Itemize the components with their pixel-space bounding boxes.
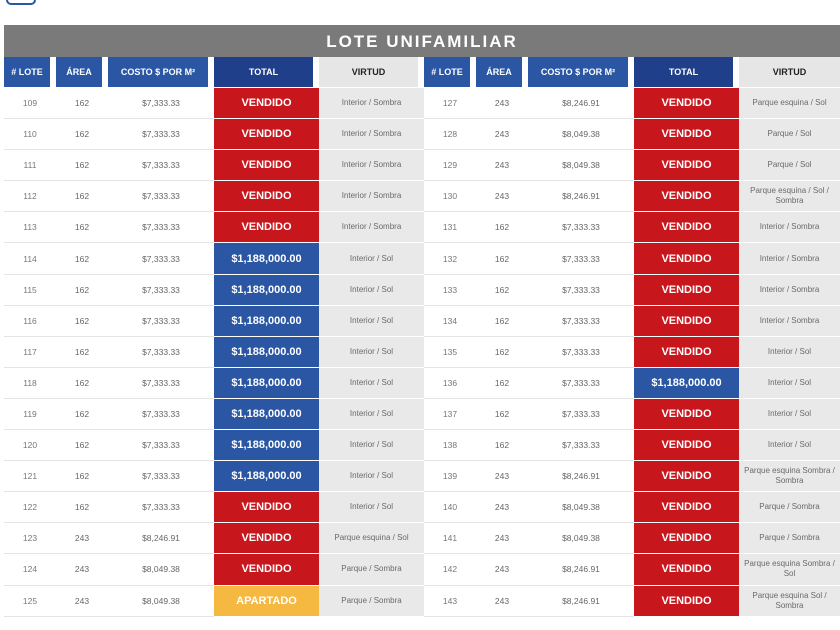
total-status-cell: VENDIDO bbox=[634, 181, 739, 212]
area-cell: 243 bbox=[56, 523, 108, 554]
area-cell: 162 bbox=[56, 88, 108, 119]
area-cell: 243 bbox=[476, 492, 528, 523]
area-cell: 162 bbox=[476, 243, 528, 274]
lot-number-cell: 110 bbox=[4, 119, 56, 150]
total-status-cell: VENDIDO bbox=[634, 119, 739, 150]
virtud-cell: Parque / Sombra bbox=[739, 492, 840, 523]
area-cell: 162 bbox=[56, 399, 108, 430]
cost-per-m2-cell: $7,333.33 bbox=[528, 337, 634, 368]
virtud-cell: Interior / Sombra bbox=[739, 212, 840, 243]
area-cell: 243 bbox=[476, 586, 528, 617]
area-cell: 243 bbox=[476, 119, 528, 150]
total-status-cell: VENDIDO bbox=[214, 119, 319, 150]
total-status-cell: $1,188,000.00 bbox=[214, 461, 319, 492]
cost-per-m2-cell: $7,333.33 bbox=[528, 243, 634, 274]
virtud-cell: Interior / Sol bbox=[739, 368, 840, 399]
table-row bbox=[4, 212, 840, 243]
lot-number-cell: 131 bbox=[424, 212, 476, 243]
total-status-cell: VENDIDO bbox=[634, 430, 739, 461]
cost-per-m2-cell: $7,333.33 bbox=[108, 306, 214, 337]
virtud-cell: Interior / Sol bbox=[319, 399, 424, 430]
virtud-cell: Interior / Sol bbox=[319, 275, 424, 306]
table-row bbox=[4, 461, 840, 492]
area-cell: 243 bbox=[476, 461, 528, 492]
header-total: TOTAL bbox=[214, 57, 319, 88]
cost-per-m2-cell: $8,246.91 bbox=[528, 181, 634, 212]
total-status-cell: VENDIDO bbox=[634, 88, 739, 119]
lot-number-cell: 124 bbox=[4, 554, 56, 585]
lot-number-cell: 125 bbox=[4, 586, 56, 617]
lot-number-cell: 135 bbox=[424, 337, 476, 368]
cost-per-m2-cell: $8,246.91 bbox=[528, 88, 634, 119]
lot-number-cell: 132 bbox=[424, 243, 476, 274]
lot-number-cell: 142 bbox=[424, 554, 476, 585]
lot-number-cell: 111 bbox=[4, 150, 56, 181]
virtud-cell: Interior / Sol bbox=[319, 492, 424, 523]
total-status-cell: VENDIDO bbox=[214, 181, 319, 212]
cost-per-m2-cell: $8,246.91 bbox=[528, 554, 634, 585]
header-lote: # LOTE bbox=[424, 57, 476, 88]
lot-number-cell: 119 bbox=[4, 399, 56, 430]
total-status-cell: $1,188,000.00 bbox=[214, 430, 319, 461]
lot-number-cell: 115 bbox=[4, 275, 56, 306]
table-row bbox=[4, 523, 840, 554]
area-cell: 162 bbox=[56, 181, 108, 212]
cost-per-m2-cell: $7,333.33 bbox=[108, 399, 214, 430]
cost-per-m2-cell: $7,333.33 bbox=[108, 492, 214, 523]
virtud-cell: Interior / Sol bbox=[739, 430, 840, 461]
cost-per-m2-cell: $7,333.33 bbox=[108, 243, 214, 274]
table-row bbox=[4, 399, 840, 430]
cost-per-m2-cell: $8,246.91 bbox=[528, 586, 634, 617]
area-cell: 162 bbox=[476, 399, 528, 430]
lot-number-cell: 133 bbox=[424, 275, 476, 306]
area-cell: 243 bbox=[476, 523, 528, 554]
cost-per-m2-cell: $8,049.38 bbox=[528, 492, 634, 523]
lot-number-cell: 130 bbox=[424, 181, 476, 212]
table-row bbox=[4, 275, 840, 306]
lot-number-cell: 127 bbox=[424, 88, 476, 119]
total-status-cell: VENDIDO bbox=[214, 554, 319, 585]
table-row bbox=[4, 88, 840, 119]
area-cell: 243 bbox=[476, 88, 528, 119]
area-cell: 162 bbox=[476, 212, 528, 243]
area-cell: 162 bbox=[56, 492, 108, 523]
header-area: ÁREA bbox=[56, 57, 108, 88]
header-virtud: VIRTUD bbox=[739, 57, 840, 88]
area-cell: 162 bbox=[56, 150, 108, 181]
cost-per-m2-cell: $7,333.33 bbox=[528, 212, 634, 243]
table-row bbox=[4, 306, 840, 337]
area-cell: 243 bbox=[56, 586, 108, 617]
virtud-cell: Parque / Sombra bbox=[739, 523, 840, 554]
total-status-cell: $1,188,000.00 bbox=[214, 275, 319, 306]
lot-number-cell: 121 bbox=[4, 461, 56, 492]
virtud-cell: Parque esquina / Sol / Sombra bbox=[739, 181, 840, 212]
cost-per-m2-cell: $7,333.33 bbox=[108, 368, 214, 399]
table-row bbox=[4, 181, 840, 212]
area-cell: 162 bbox=[56, 275, 108, 306]
cost-per-m2-cell: $8,246.91 bbox=[528, 461, 634, 492]
total-status-cell: VENDIDO bbox=[634, 306, 739, 337]
header-costo: COSTO $ POR M² bbox=[108, 57, 214, 88]
area-cell: 243 bbox=[476, 181, 528, 212]
total-status-cell: $1,188,000.00 bbox=[214, 399, 319, 430]
cost-per-m2-cell: $7,333.33 bbox=[528, 306, 634, 337]
cost-per-m2-cell: $8,049.38 bbox=[528, 150, 634, 181]
virtud-cell: Interior / Sol bbox=[739, 337, 840, 368]
lot-number-cell: 128 bbox=[424, 119, 476, 150]
virtud-cell: Parque esquina / Sol bbox=[319, 523, 424, 554]
lot-number-cell: 141 bbox=[424, 523, 476, 554]
lot-number-cell: 109 bbox=[4, 88, 56, 119]
virtud-cell: Interior / Sol bbox=[319, 430, 424, 461]
lot-number-cell: 143 bbox=[424, 586, 476, 617]
total-status-cell: $1,188,000.00 bbox=[214, 337, 319, 368]
lot-number-cell: 116 bbox=[4, 306, 56, 337]
table-row bbox=[4, 119, 840, 150]
area-cell: 162 bbox=[56, 212, 108, 243]
lot-number-cell: 139 bbox=[424, 461, 476, 492]
cost-per-m2-cell: $7,333.33 bbox=[528, 275, 634, 306]
lot-number-cell: 112 bbox=[4, 181, 56, 212]
cost-per-m2-cell: $7,333.33 bbox=[528, 399, 634, 430]
header-area: ÁREA bbox=[476, 57, 528, 88]
lot-number-cell: 134 bbox=[424, 306, 476, 337]
virtud-cell: Interior / Sol bbox=[319, 368, 424, 399]
virtud-cell: Interior / Sol bbox=[739, 399, 840, 430]
cost-per-m2-cell: $7,333.33 bbox=[108, 212, 214, 243]
virtud-cell: Parque / Sol bbox=[739, 119, 840, 150]
header-total: TOTAL bbox=[634, 57, 739, 88]
virtud-cell: Interior / Sol bbox=[319, 337, 424, 368]
area-cell: 162 bbox=[56, 430, 108, 461]
total-status-cell: VENDIDO bbox=[214, 150, 319, 181]
lot-number-cell: 136 bbox=[424, 368, 476, 399]
total-status-cell: VENDIDO bbox=[634, 275, 739, 306]
virtud-cell: Parque / Sombra bbox=[319, 554, 424, 585]
cost-per-m2-cell: $7,333.33 bbox=[108, 461, 214, 492]
header-row bbox=[4, 57, 840, 88]
total-status-cell: $1,188,000.00 bbox=[634, 368, 739, 399]
virtud-cell: Interior / Sombra bbox=[739, 243, 840, 274]
cost-per-m2-cell: $7,333.33 bbox=[108, 119, 214, 150]
lots-table bbox=[4, 57, 840, 617]
virtud-cell: Interior / Sombra bbox=[739, 306, 840, 337]
area-cell: 162 bbox=[56, 119, 108, 150]
area-cell: 162 bbox=[476, 368, 528, 399]
page-title: LOTE UNIFAMILIAR bbox=[4, 25, 840, 57]
area-cell: 243 bbox=[56, 554, 108, 585]
area-cell: 162 bbox=[476, 275, 528, 306]
cost-per-m2-cell: $7,333.33 bbox=[108, 337, 214, 368]
total-status-cell: $1,188,000.00 bbox=[214, 306, 319, 337]
area-cell: 243 bbox=[476, 554, 528, 585]
total-status-cell: VENDIDO bbox=[214, 212, 319, 243]
cost-per-m2-cell: $7,333.33 bbox=[108, 275, 214, 306]
area-cell: 162 bbox=[476, 306, 528, 337]
cost-per-m2-cell: $8,049.38 bbox=[528, 119, 634, 150]
lot-number-cell: 140 bbox=[424, 492, 476, 523]
cost-per-m2-cell: $8,049.38 bbox=[528, 523, 634, 554]
total-status-cell: APARTADO bbox=[214, 586, 319, 617]
virtud-cell: Interior / Sol bbox=[319, 306, 424, 337]
cost-per-m2-cell: $7,333.33 bbox=[108, 88, 214, 119]
table-row bbox=[4, 368, 840, 399]
virtud-cell: Interior / Sombra bbox=[319, 212, 424, 243]
virtud-cell: Parque esquina / Sol bbox=[739, 88, 840, 119]
virtud-cell: Parque esquina Sombra / Sol bbox=[739, 554, 840, 585]
total-status-cell: VENDIDO bbox=[634, 492, 739, 523]
lot-number-cell: 123 bbox=[4, 523, 56, 554]
total-status-cell: VENDIDO bbox=[634, 461, 739, 492]
total-status-cell: VENDIDO bbox=[634, 243, 739, 274]
area-cell: 243 bbox=[476, 150, 528, 181]
cost-per-m2-cell: $7,333.33 bbox=[108, 150, 214, 181]
header-lote: # LOTE bbox=[4, 57, 56, 88]
virtud-cell: Parque / Sombra bbox=[319, 586, 424, 617]
lot-number-cell: 122 bbox=[4, 492, 56, 523]
area-cell: 162 bbox=[56, 306, 108, 337]
table-row bbox=[4, 492, 840, 523]
total-status-cell: VENDIDO bbox=[634, 150, 739, 181]
table-row bbox=[4, 150, 840, 181]
lot-number-cell: 117 bbox=[4, 337, 56, 368]
lot-number-cell: 137 bbox=[424, 399, 476, 430]
total-status-cell: VENDIDO bbox=[634, 523, 739, 554]
virtud-cell: Interior / Sol bbox=[319, 243, 424, 274]
cost-per-m2-cell: $7,333.33 bbox=[108, 430, 214, 461]
area-cell: 162 bbox=[56, 337, 108, 368]
total-status-cell: VENDIDO bbox=[634, 399, 739, 430]
lot-number-cell: 118 bbox=[4, 368, 56, 399]
logo-icon bbox=[6, 0, 36, 5]
total-status-cell: VENDIDO bbox=[634, 554, 739, 585]
area-cell: 162 bbox=[476, 337, 528, 368]
cost-per-m2-cell: $8,246.91 bbox=[108, 523, 214, 554]
virtud-cell: Parque esquina Sombra / Sombra bbox=[739, 461, 840, 492]
total-status-cell: $1,188,000.00 bbox=[214, 243, 319, 274]
cost-per-m2-cell: $7,333.33 bbox=[528, 368, 634, 399]
lots-table-body bbox=[4, 88, 840, 617]
total-status-cell: VENDIDO bbox=[634, 337, 739, 368]
header-costo: COSTO $ POR M² bbox=[528, 57, 634, 88]
total-status-cell: $1,188,000.00 bbox=[214, 368, 319, 399]
cost-per-m2-cell: $7,333.33 bbox=[528, 430, 634, 461]
total-status-cell: VENDIDO bbox=[214, 492, 319, 523]
table-row bbox=[4, 430, 840, 461]
cost-per-m2-cell: $7,333.33 bbox=[108, 181, 214, 212]
table-row bbox=[4, 554, 840, 585]
lot-number-cell: 120 bbox=[4, 430, 56, 461]
virtud-cell: Parque / Sol bbox=[739, 150, 840, 181]
total-status-cell: VENDIDO bbox=[214, 88, 319, 119]
cost-per-m2-cell: $8,049.38 bbox=[108, 586, 214, 617]
lot-number-cell: 129 bbox=[424, 150, 476, 181]
virtud-cell: Interior / Sombra bbox=[739, 275, 840, 306]
table-row bbox=[4, 337, 840, 368]
header-virtud: VIRTUD bbox=[319, 57, 424, 88]
lot-number-cell: 138 bbox=[424, 430, 476, 461]
area-cell: 162 bbox=[476, 430, 528, 461]
area-cell: 162 bbox=[56, 243, 108, 274]
lot-number-cell: 113 bbox=[4, 212, 56, 243]
virtud-cell: Interior / Sombra bbox=[319, 181, 424, 212]
table-row bbox=[4, 243, 840, 274]
area-cell: 162 bbox=[56, 368, 108, 399]
table-row bbox=[4, 586, 840, 617]
virtud-cell: Interior / Sol bbox=[319, 461, 424, 492]
virtud-cell: Parque esquina Sol / Sombra bbox=[739, 586, 840, 617]
total-status-cell: VENDIDO bbox=[634, 212, 739, 243]
total-status-cell: VENDIDO bbox=[214, 523, 319, 554]
area-cell: 162 bbox=[56, 461, 108, 492]
total-status-cell: VENDIDO bbox=[634, 586, 739, 617]
virtud-cell: Interior / Sombra bbox=[319, 150, 424, 181]
virtud-cell: Interior / Sombra bbox=[319, 88, 424, 119]
lot-number-cell: 114 bbox=[4, 243, 56, 274]
cost-per-m2-cell: $8,049.38 bbox=[108, 554, 214, 585]
virtud-cell: Interior / Sombra bbox=[319, 119, 424, 150]
